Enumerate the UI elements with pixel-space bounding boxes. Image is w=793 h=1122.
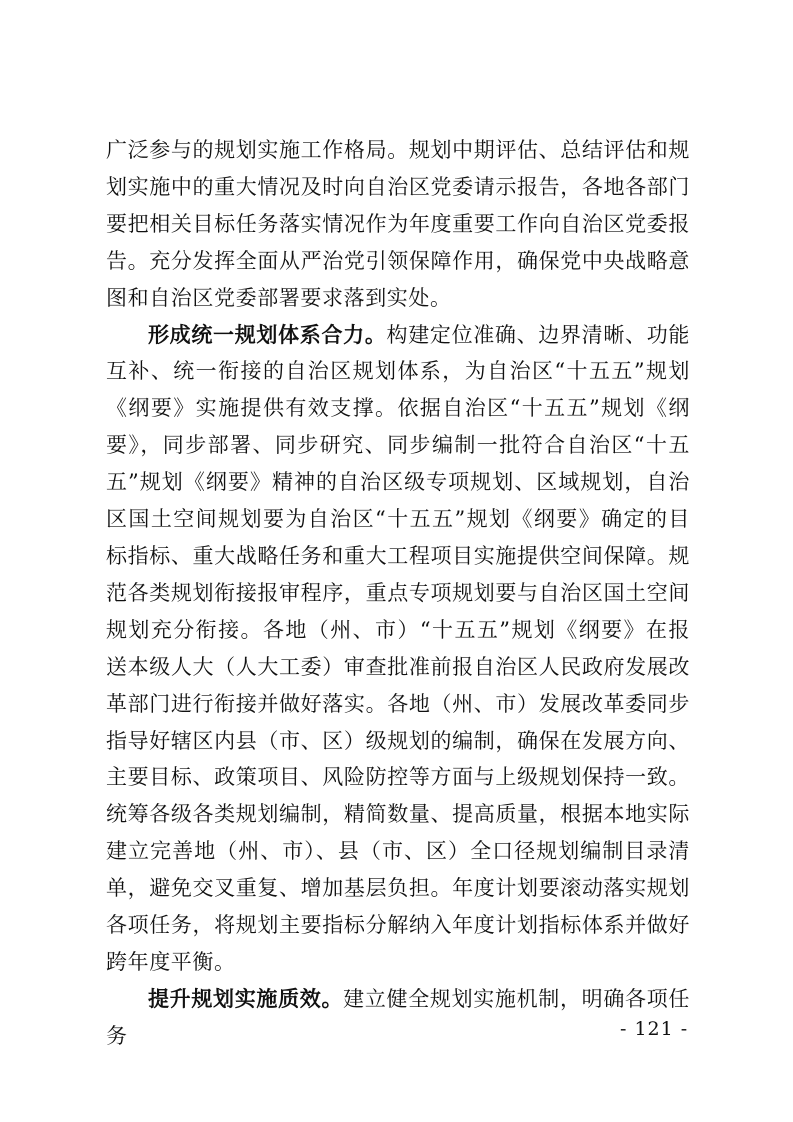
paragraph-continuation: [106, 132, 690, 317]
paragraph-unified-planning-system: [106, 317, 690, 981]
page-number: - 121 -: [620, 1018, 689, 1040]
paragraph-text: 建立健全规划实施机制，明确各项任务: [106, 986, 690, 1048]
paragraph-improve-implementation: [106, 981, 690, 1055]
paragraph-lead-heading: 形成统一规划体系合力。: [148, 321, 387, 347]
paragraph-text: 广泛参与的规划实施工作格局。规划中期评估、总结评估和规划实施中的重大情况及时向自治区党委请示报告，各地各部门要把相关目标任务落实情况作为年度重要工作向自治区党委报告。充分发挥全面从严治党引领保障作用，确保党中央战略意图和自治区党委部署要求落到实处。: [106, 138, 690, 310]
document-body: [106, 132, 690, 1055]
paragraph-lead-heading: 提升规划实施质效。: [148, 985, 344, 1011]
paragraph-text: 构建定位准确、边界清晰、功能互补、统一衔接的自治区规划体系，为自治区“十五五”规划《纲要》实施提供有效支撑。依据自治区“十五五”规划《纲要》，同步部署、同步研究、同步编制一批符合自治区“十五五”规划《纲要》精神的自治区级专项规划、区域规划，自治区国土空间规划要为自治区“十五五”规划《纲要》确定的目标指标、重大战略任务和重大工程项目实施提供空间保障。规范各类规划衔接报审程序，重点专项规划要与自治区国土空间规划充分衔接。各地（州、市）“十五五”规划《纲要》在报送本级人大（人大工委）审查批准前报自治区人民政府发展改革部门进行衔接并做好落实。各地（州、市）发展改革委同步指导好辖区内县（市、区）级规划的编制，确保在发展方向、主要目标、政策项目、风险防控等方面与上级规划保持一致。统筹各级各类规划编制，精简数量、提高质量，根据本地实际建立完善地（州、市）、县（市、区）全口径规划编制目录清单，避免交叉重复、增加基层负担。年度计划要滚动落实规划各项任务，将规划主要指标分解纳入年度计划指标体系并做好跨年度平衡。: [106, 322, 690, 974]
